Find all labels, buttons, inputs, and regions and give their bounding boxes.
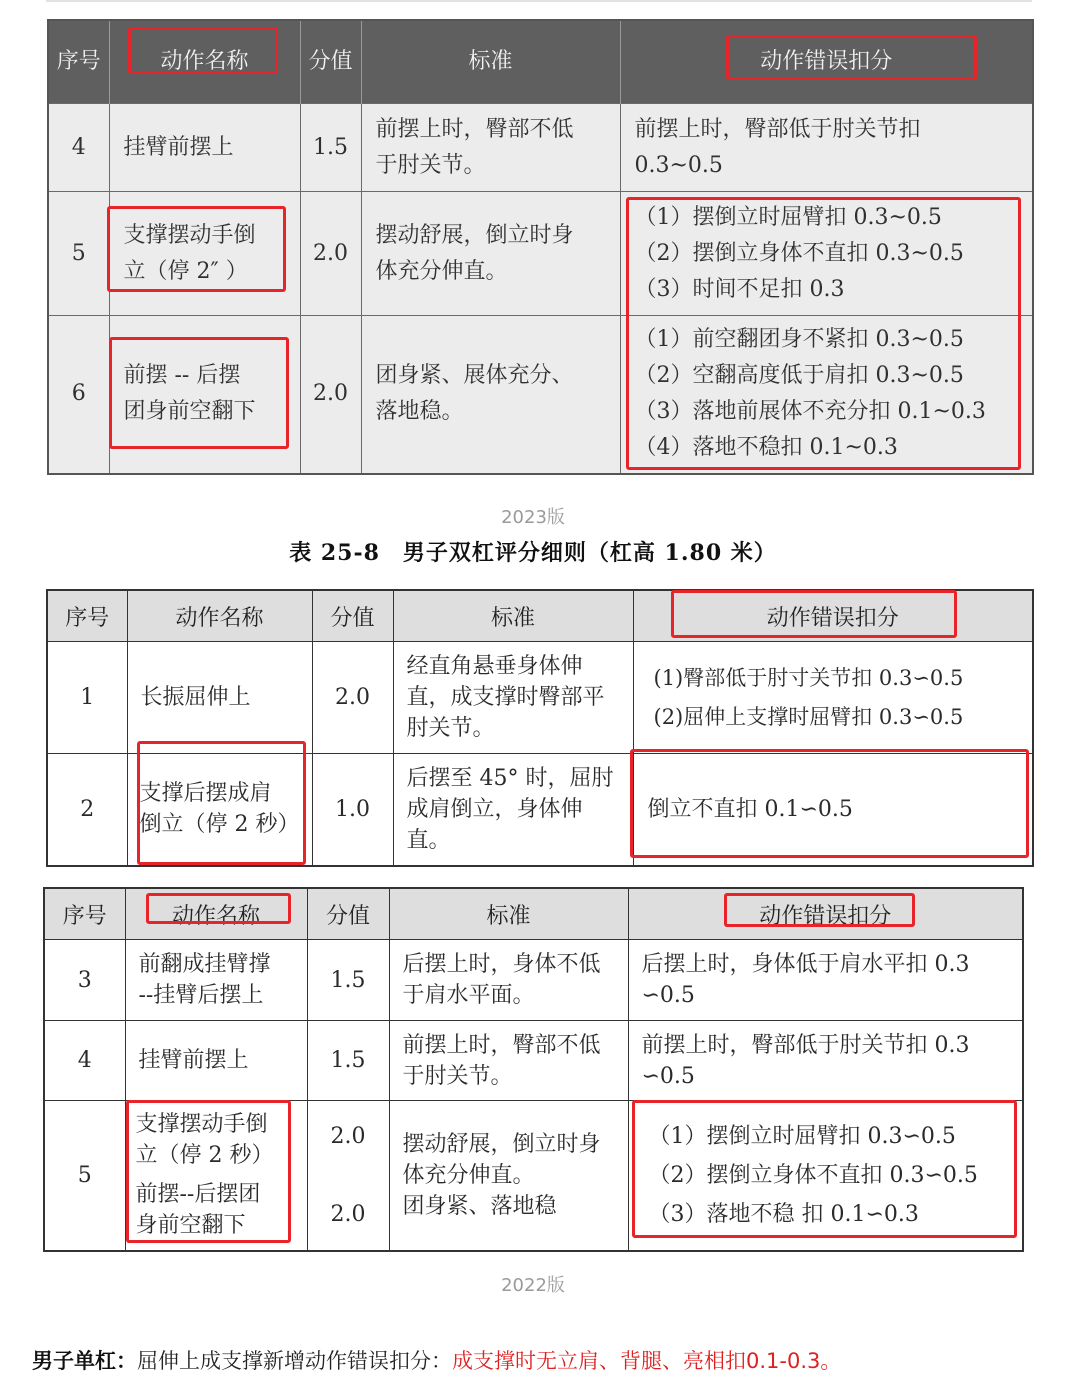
row-action-name: 挂臂前摆上 <box>109 104 300 192</box>
row-deduction: 倒立不直扣 0.1∽0.5 <box>633 754 1033 866</box>
row-standard: 前摆上时，臀部不低 于肘关节。 <box>389 1021 628 1101</box>
caption-2023: 2023版 <box>501 507 565 528</box>
row-number: 4 <box>48 104 109 192</box>
table-row <box>48 104 1033 192</box>
row-action-name: 前摆 -- 后摆 团身前空翻下 <box>109 316 300 474</box>
row-action-name: 支撑摆动手倒 立（停 2″ ） <box>109 192 300 316</box>
row-action-name: 挂臂前摆上 <box>125 1021 307 1101</box>
row-action-name: 前翻成挂臂撑 --挂臂后摆上 <box>125 940 307 1021</box>
row-score: 1.5 <box>307 940 389 1021</box>
row-action-name: 支撑摆动手倒 立（停 2 秒） 前摆--后摆团 身前空翻下 <box>125 1101 307 1251</box>
header-action-name: 动作名称 <box>127 590 312 642</box>
note-red-text: 成支撑时无立肩、背腿、亮相扣0.1-0.3。 <box>452 1349 842 1373</box>
header-deduction: 动作错误扣分 <box>633 590 1033 642</box>
row-score: 2.0 <box>300 192 361 316</box>
row-deduction: （1）摆倒立时屈臂扣 0.3~0.5 （2）摆倒立身体不直扣 0.3~0.5 （3）时间不足扣 0.3 <box>620 192 1033 316</box>
row-score: 1.0 <box>312 754 393 866</box>
table-row <box>47 754 1033 866</box>
table-row <box>47 642 1033 754</box>
row-deduction: 后摆上时，身体低于肩水平扣 0.3 ∽0.5 <box>628 940 1023 1021</box>
row-deduction: （1）摆倒立时屈臂扣 0.3∽0.5 （2）摆倒立身体不直扣 0.3∽0.5 （3）落地不稳 扣 0.1∽0.3 <box>628 1101 1023 1251</box>
header-score: 分值 <box>312 590 393 642</box>
header-deduction: 动作错误扣分 <box>620 20 1033 104</box>
row-standard: 经直角悬垂身体伸 直，成支撑时臀部平 肘关节。 <box>393 642 633 754</box>
table-row <box>44 940 1023 1021</box>
caption-2022: 2022版 <box>501 1275 565 1296</box>
row-standard: 后摆上时，身体不低 于肩水平面。 <box>389 940 628 1021</box>
row-deduction: (1)臀部低于肘寸关节扣 0.3∽0.5 (2)屈伸上支撑时屈臂扣 0.3∽0.5 <box>633 642 1033 754</box>
header-standard: 标准 <box>389 888 628 940</box>
row-deduction: 前摆上时，臀部低于肘关节扣 0.3 ∽0.5 <box>628 1021 1023 1101</box>
row-deduction: （1）前空翻团身不紧扣 0.3~0.5 （2）空翻高度低于肩扣 0.3~0.5 （3）落地前展体不充分扣 0.1~0.3 （4）落地不稳扣 0.1~0.3 <box>620 316 1033 474</box>
row-number: 4 <box>44 1021 125 1101</box>
scoring-table-2023 <box>47 19 1034 475</box>
header-number: 序号 <box>44 888 125 940</box>
update-note <box>32 1345 1052 1375</box>
row-deduction: 前摆上时，臀部低于肘关节扣 0.3~0.5 <box>620 104 1033 192</box>
table-row <box>48 192 1033 316</box>
header-standard: 标准 <box>361 20 620 104</box>
header-deduction: 动作错误扣分 <box>628 888 1023 940</box>
row-action-name: 支撑后摆成肩 倒立（停 2 秒） <box>127 754 312 866</box>
table-row <box>44 1101 1023 1251</box>
row-number: 2 <box>47 754 127 866</box>
row-score: 2.0 2.0 <box>307 1101 389 1251</box>
row-standard: 前摆上时，臀部不低 于肘关节。 <box>361 104 620 192</box>
row-number: 1 <box>47 642 127 754</box>
row-standard: 团身紧、展体充分、 落地稳。 <box>361 316 620 474</box>
header-action-name: 动作名称 <box>109 20 300 104</box>
table-header-row <box>47 590 1033 642</box>
row-standard: 摆动舒展，倒立时身 体充分伸直。 <box>361 192 620 316</box>
table-row <box>48 316 1033 474</box>
row-score: 1.5 <box>307 1021 389 1101</box>
row-number: 6 <box>48 316 109 474</box>
scoring-table-2022-part1 <box>46 589 1034 867</box>
note-text: 屈伸上成支撑新增动作错误扣分： <box>137 1349 452 1373</box>
table-row <box>44 1021 1023 1101</box>
row-score: 1.5 <box>300 104 361 192</box>
row-standard: 后摆至 45° 时，屈肘 成肩倒立，身体伸 直。 <box>393 754 633 866</box>
table-header-row <box>48 20 1033 104</box>
note-bold: 男子单杠： <box>32 1349 137 1373</box>
header-standard: 标准 <box>393 590 633 642</box>
row-score: 2.0 <box>312 642 393 754</box>
top-divider <box>46 0 1032 2</box>
header-action-name: 动作名称 <box>125 888 307 940</box>
row-standard: 摆动舒展，倒立时身 体充分伸直。 团身紧、落地稳 <box>389 1101 628 1251</box>
row-number: 5 <box>44 1101 125 1251</box>
row-number: 3 <box>44 940 125 1021</box>
row-score: 2.0 <box>300 316 361 474</box>
scoring-table-2022-part2 <box>43 887 1024 1252</box>
header-score: 分值 <box>300 20 361 104</box>
header-number: 序号 <box>47 590 127 642</box>
table-header-row <box>44 888 1023 940</box>
table-title: 表 25-8 男子双杠评分细则（杠高 1.80 米） <box>289 540 777 566</box>
header-score: 分值 <box>307 888 389 940</box>
header-number: 序号 <box>48 20 109 104</box>
row-number: 5 <box>48 192 109 316</box>
row-action-name: 长振屈伸上 <box>127 642 312 754</box>
